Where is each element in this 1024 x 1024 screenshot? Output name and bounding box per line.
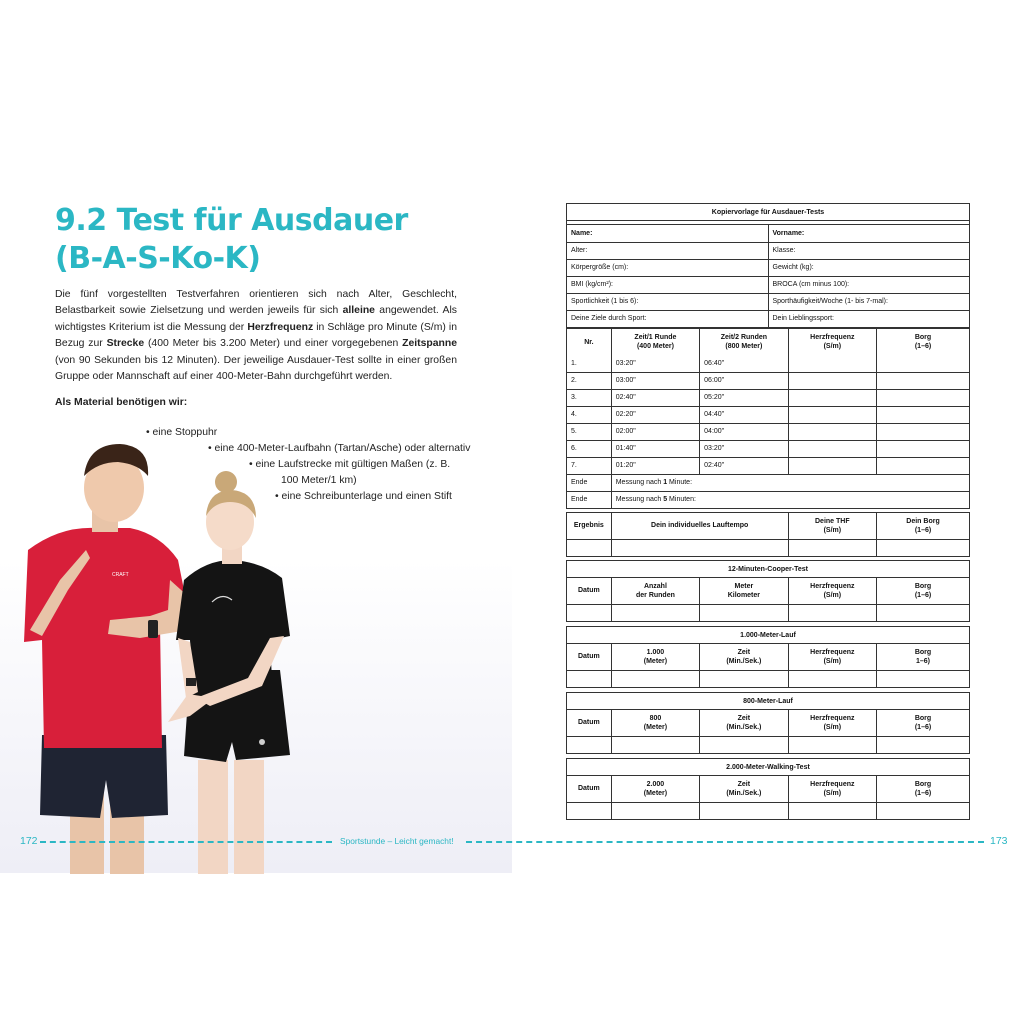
empty-entry-cell[interactable] <box>788 423 876 440</box>
lap-row <box>567 389 969 406</box>
end-measure-number: 1 <box>663 479 668 486</box>
test-table <box>567 644 969 687</box>
personal-data-form <box>566 203 970 328</box>
end-measure-unit: Minute: <box>667 479 693 486</box>
lap-row <box>567 406 969 423</box>
material-item: • eine Laufstrecke mit gültigen Maßen (z. B. <box>249 459 451 470</box>
test-title: 1.000-Meter-Lauf <box>567 627 969 644</box>
column-header: Dein Borg (1–6) <box>877 513 969 539</box>
empty-entry-cell[interactable] <box>567 670 611 687</box>
material-item: • eine Stoppuhr <box>146 427 218 438</box>
empty-entry-cell[interactable] <box>700 802 788 819</box>
empty-entry-cell[interactable] <box>700 670 788 687</box>
material-heading: Als Material benötigen wir: <box>55 397 188 408</box>
empty-entry-cell[interactable] <box>788 355 876 372</box>
result-table <box>567 513 969 556</box>
lap-row <box>567 440 969 457</box>
empty-entry-cell[interactable] <box>788 539 876 556</box>
column-header: Borg (1–6) <box>877 776 969 802</box>
lap-cell: 01:40" <box>611 440 699 457</box>
athletes-photo <box>0 430 512 874</box>
test-table <box>567 776 969 819</box>
result-header-row <box>567 513 969 539</box>
intro-emphasis: alleine <box>342 305 375 317</box>
form-field-label: Klasse: <box>768 242 969 259</box>
empty-entry-cell[interactable] <box>877 406 969 423</box>
lap-row <box>567 457 969 474</box>
result-entry-row <box>567 539 969 556</box>
page-title <box>55 202 408 278</box>
form-field-label: Körpergröße (cm): <box>567 259 768 276</box>
column-header: Datum <box>567 644 611 670</box>
empty-entry-cell[interactable] <box>788 604 876 621</box>
column-header: Ergebnis <box>567 513 611 539</box>
laps-form <box>566 328 970 509</box>
empty-entry-cell[interactable] <box>567 604 611 621</box>
column-header: 800 (Meter) <box>611 710 699 736</box>
column-header: Herzfrequenz (S/m) <box>788 329 876 355</box>
lap-cell: 4. <box>567 406 611 423</box>
test-entry-row <box>567 736 969 753</box>
intro-paragraph <box>55 287 457 385</box>
empty-entry-cell[interactable] <box>788 440 876 457</box>
empty-entry-cell[interactable] <box>788 802 876 819</box>
empty-entry-cell[interactable] <box>877 457 969 474</box>
column-header: Herzfrequenz (S/m) <box>788 578 876 604</box>
test-entry-row <box>567 604 969 621</box>
end-measure-cell[interactable] <box>611 474 969 491</box>
intro-text: angewendet. Als wichtigstes Kriterium ist die Messung der <box>55 305 457 333</box>
lap-row <box>567 372 969 389</box>
empty-entry-cell[interactable] <box>788 670 876 687</box>
lap-cell: 05:20" <box>700 389 788 406</box>
empty-entry-cell[interactable] <box>788 457 876 474</box>
empty-entry-cell[interactable] <box>700 736 788 753</box>
lap-cell: 02:40" <box>611 389 699 406</box>
empty-entry-cell[interactable] <box>611 539 788 556</box>
end-measure-text: Messung nach <box>615 496 664 504</box>
lap-cell: 02:20" <box>611 406 699 423</box>
empty-entry-cell[interactable] <box>788 389 876 406</box>
column-header: Zeit (Min./Sek.) <box>700 644 788 670</box>
column-header: Deine THF (S/m) <box>788 513 876 539</box>
title-line-2: (B-A-S-Ko-K) <box>55 241 261 276</box>
empty-entry-cell[interactable] <box>877 736 969 753</box>
lap-cell: 03:20" <box>611 355 699 372</box>
intro-text: (400 Meter bis 3.200 Meter) und einer vorgegebenen <box>144 338 403 350</box>
empty-entry-cell[interactable] <box>877 372 969 389</box>
column-header: Anzahl der Runden <box>611 578 699 604</box>
test-title: 2.000-Meter-Walking-Test <box>567 759 969 776</box>
empty-entry-cell[interactable] <box>611 604 699 621</box>
intro-text: (von 90 Sekunden bis 12 Minuten). Der jeweilige Ausdauer-Test sollte in einer großen Gruppe oder Mannschaft auf einer 400-Meter-Bahn durchgeführt werden. <box>55 354 457 383</box>
form-field-label: BMI (kg/cm²): <box>567 276 768 293</box>
column-header: Datum <box>567 776 611 802</box>
personal-row <box>567 293 969 310</box>
column-header: Datum <box>567 578 611 604</box>
form-field-label: Deine Ziele durch Sport: <box>567 310 768 327</box>
column-header: 1.000 (Meter) <box>611 644 699 670</box>
personal-row <box>567 242 969 259</box>
empty-entry-cell[interactable] <box>567 802 611 819</box>
test-header-row <box>567 710 969 736</box>
form-title: Kopiervorlage für Ausdauer-Tests <box>567 204 969 221</box>
page-number-right: 173 <box>990 835 1008 847</box>
column-header: Borg (1–6) <box>877 329 969 355</box>
test-form <box>566 692 970 754</box>
test-form <box>566 758 970 820</box>
empty-entry-cell[interactable] <box>877 389 969 406</box>
test-header-row <box>567 776 969 802</box>
end-measure-cell[interactable] <box>611 491 969 508</box>
column-header: Zeit/1 Runde (400 Meter) <box>611 329 699 355</box>
laps-table <box>567 329 969 508</box>
form-field-label: Gewicht (kg): <box>768 259 969 276</box>
lap-cell: 01:20" <box>611 457 699 474</box>
material-item: • eine 400-Meter-Laufbahn (Tartan/Asche) oder alternativ <box>208 443 471 454</box>
form-field-label: Sportlichkeit (1 bis 6): <box>567 293 768 310</box>
form-field-label: Alter: <box>567 242 768 259</box>
empty-entry-cell[interactable] <box>877 539 969 556</box>
empty-entry-cell[interactable] <box>567 736 611 753</box>
lap-row <box>567 423 969 440</box>
empty-entry-cell[interactable] <box>877 440 969 457</box>
column-header: Datum <box>567 710 611 736</box>
lap-cell: 06:40" <box>700 355 788 372</box>
column-header: Zeit (Min./Sek.) <box>700 710 788 736</box>
empty-entry-cell[interactable] <box>877 802 969 819</box>
lap-cell: 6. <box>567 440 611 457</box>
test-entry-row <box>567 802 969 819</box>
end-label: Ende <box>567 491 611 508</box>
column-header: Nr. <box>567 329 611 355</box>
empty-entry-cell[interactable] <box>788 736 876 753</box>
empty-entry-cell[interactable] <box>877 670 969 687</box>
empty-entry-cell[interactable] <box>611 802 699 819</box>
column-header: Zeit (Min./Sek.) <box>700 776 788 802</box>
lap-cell: 02:40" <box>700 457 788 474</box>
end-measure-number: 5 <box>663 496 668 504</box>
footer-divider-right <box>466 841 984 843</box>
test-title: 800-Meter-Lauf <box>567 693 969 710</box>
intro-emphasis: Strecke <box>106 338 145 350</box>
column-header: Borg (1–6) <box>877 710 969 736</box>
test-table <box>567 710 969 753</box>
test-form <box>566 560 970 622</box>
end-measure-row <box>567 474 969 491</box>
form-field-label: BROCA (cm minus 100): <box>768 276 969 293</box>
test-form <box>566 626 970 688</box>
column-header: Borg (1–6) <box>877 578 969 604</box>
material-item: • eine Schreibunterlage und einen Stift <box>275 491 452 502</box>
end-label: Ende <box>567 474 611 491</box>
column-header: Herzfrequenz (S/m) <box>788 644 876 670</box>
lap-cell: 02:00" <box>611 423 699 440</box>
empty-entry-cell[interactable] <box>877 604 969 621</box>
end-measure-row <box>567 491 969 508</box>
test-title: 12-Minuten-Cooper-Test <box>567 561 969 578</box>
lap-cell: 04:40" <box>700 406 788 423</box>
footer-text: Sportstunde – Leicht gemacht! <box>340 836 454 846</box>
empty-entry-cell[interactable] <box>611 670 699 687</box>
lap-cell: 5. <box>567 423 611 440</box>
column-header: Meter Kilometer <box>700 578 788 604</box>
form-field-label: Name: <box>567 225 768 242</box>
lap-cell: 04:00" <box>700 423 788 440</box>
intro-text: Die fünf vorgestellten Testverfahren orientieren sich nach Alter, Geschlecht, Belastbarkeit sowie Zielsetzung und werden jeweils für sich <box>55 289 457 317</box>
intro-emphasis: Herzfrequenz <box>247 321 314 333</box>
test-header-row <box>567 644 969 670</box>
column-header: 2.000 (Meter) <box>611 776 699 802</box>
empty-entry-cell[interactable] <box>567 539 611 556</box>
lap-cell: 06:00" <box>700 372 788 389</box>
lap-cell: 3. <box>567 389 611 406</box>
laps-header-row <box>567 329 969 355</box>
column-header: Zeit/2 Runden (800 Meter) <box>700 329 788 355</box>
test-entry-row <box>567 670 969 687</box>
test-table <box>567 578 969 621</box>
intro-text: in Schläge pro Minute (S/m) in Bezug zur <box>55 321 457 350</box>
personal-row <box>567 259 969 276</box>
empty-entry-cell[interactable] <box>877 355 969 372</box>
column-header: Dein individuelles Lauftempo <box>611 513 788 539</box>
shirt-logo: CRAFT <box>112 572 129 578</box>
column-header: Herzfrequenz (S/m) <box>788 776 876 802</box>
end-measure-unit: Minuten: <box>667 496 696 504</box>
empty-entry-cell[interactable] <box>788 372 876 389</box>
material-item: 100 Meter/1 km) <box>281 475 357 486</box>
form-field-label: Sporthäufigkeit/Woche (1- bis 7-mal): <box>768 293 969 310</box>
column-header: Herzfrequenz (S/m) <box>788 710 876 736</box>
empty-entry-cell[interactable] <box>700 604 788 621</box>
test-header-row <box>567 578 969 604</box>
lap-cell: 1. <box>567 355 611 372</box>
personal-row <box>567 310 969 327</box>
personal-row <box>567 276 969 293</box>
empty-entry-cell[interactable] <box>788 406 876 423</box>
woman-figure <box>168 471 290 874</box>
lap-row <box>567 355 969 372</box>
personal-row <box>567 225 969 242</box>
column-header: Borg 1–6) <box>877 644 969 670</box>
title-line-1: 9.2 Test für Ausdauer <box>55 203 408 238</box>
lap-cell: 03:00" <box>611 372 699 389</box>
end-measure-text: Messung nach <box>615 479 664 486</box>
result-form <box>566 512 970 557</box>
personal-data-table <box>567 225 969 327</box>
man-figure <box>24 444 190 874</box>
footer-divider-left <box>40 841 332 843</box>
lap-cell: 03:20" <box>700 440 788 457</box>
lap-cell: 7. <box>567 457 611 474</box>
lap-cell: 2. <box>567 372 611 389</box>
empty-entry-cell[interactable] <box>611 736 699 753</box>
form-field-label: Vorname: <box>768 225 969 242</box>
form-field-label: Dein Lieblingssport: <box>768 310 969 327</box>
page-number-left: 172 <box>20 835 38 847</box>
intro-emphasis: Zeitspanne <box>402 338 458 350</box>
empty-entry-cell[interactable] <box>877 423 969 440</box>
